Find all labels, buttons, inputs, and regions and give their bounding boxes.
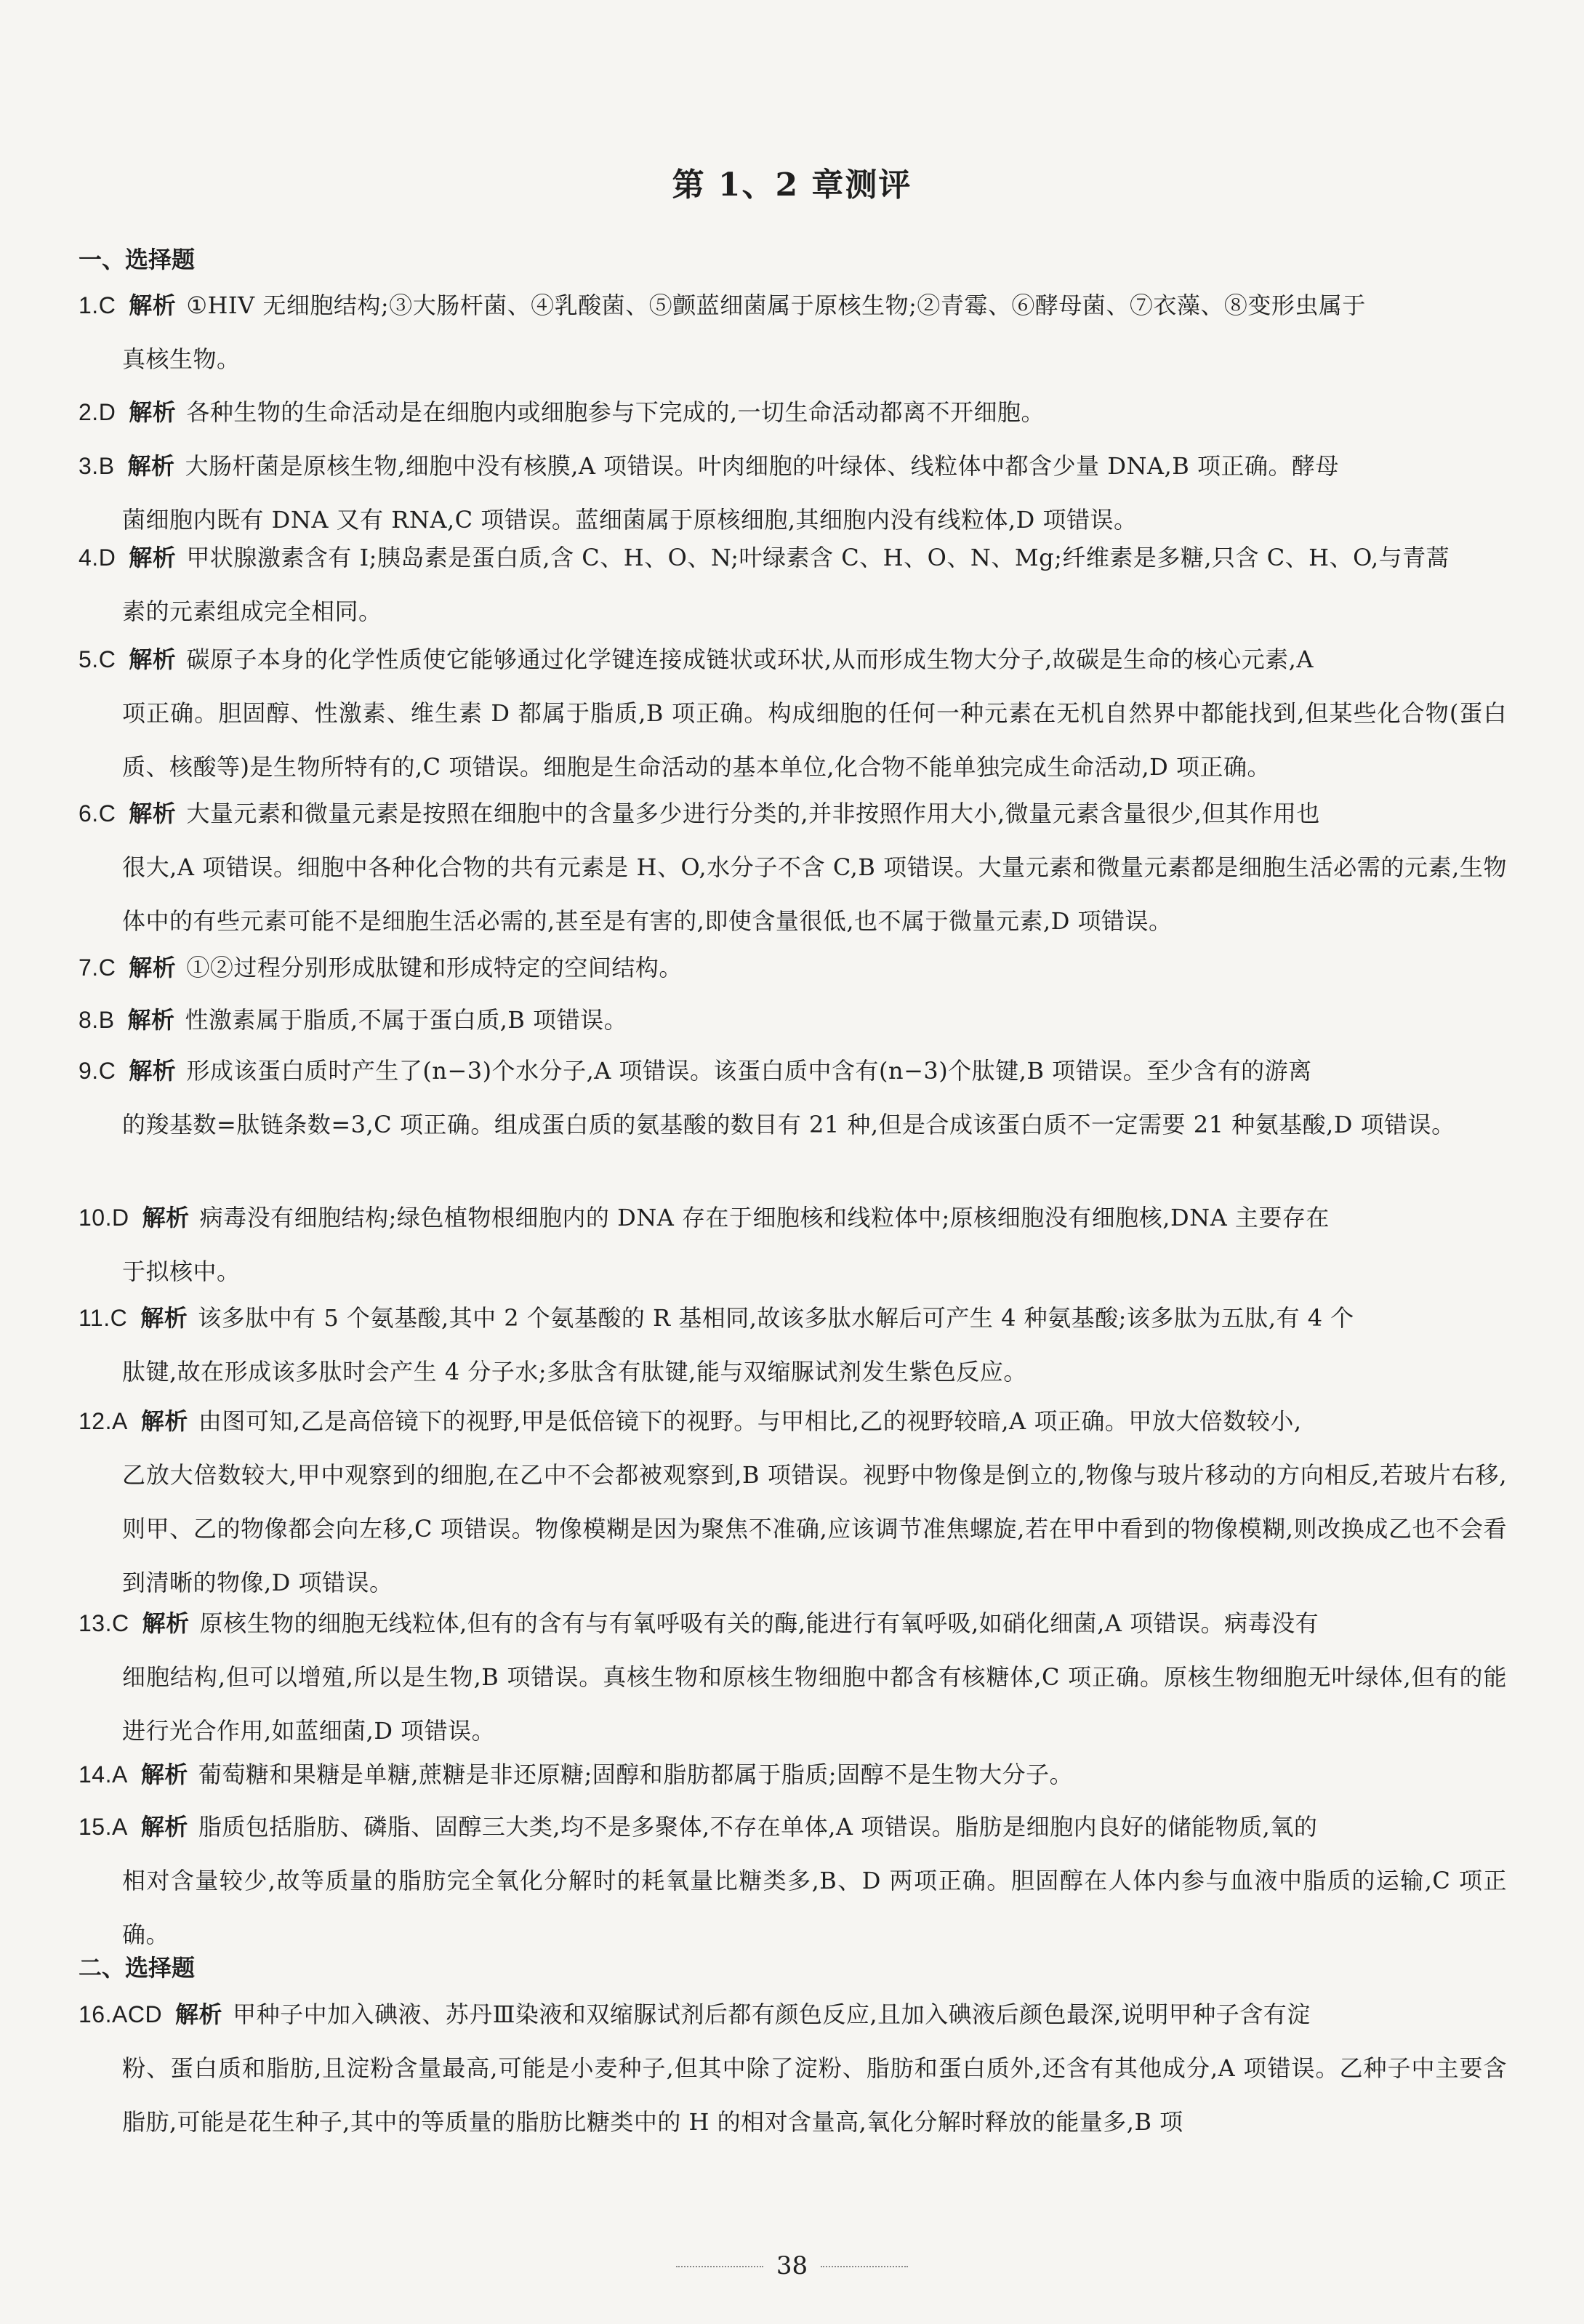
page-footer xyxy=(0,2251,1584,2280)
analysis-label: 解析 xyxy=(140,1761,188,1788)
answer-item-8 xyxy=(79,993,1507,1047)
analysis-text: ①HIV 无细胞结构;③大肠杆菌、④乳酸菌、⑤颤蓝细菌属于原核生物;②青霉、⑥酵母菌、⑦衣藻、⑧变形虫属于 xyxy=(186,291,1366,319)
analysis-text-continued: 很大,A 项错误。细胞中各种化合物的共有元素是 H、O,水分子不含 C,B 项错误。大量元素和微量元素都是细胞生活必需的元素,生物体中的有些元素可能不是细胞生活必需的,甚至是有害的,即使含量很低,也不属于微量元素,D 项错误。 xyxy=(122,853,1507,935)
analysis-text-continued: 细胞结构,但可以增殖,所以是生物,B 项错误。真核生物和原核生物细胞中都含有核糖体,C 项正确。原核生物细胞无叶绿体,但有的能进行光合作用,如蓝细菌,D 项错误。 xyxy=(122,1663,1507,1745)
answer-item-12 xyxy=(79,1394,1507,1609)
analysis-text: 形成该蛋白质时产生了(n−3)个水分子,A 项错误。该蛋白质中含有(n−3)个肽键,B 项错误。至少含有的游离 xyxy=(186,1057,1312,1085)
answer-number: 3.B xyxy=(79,453,115,479)
answer-number: 12.A xyxy=(79,1408,128,1434)
analysis-text-continued: 于拟核中。 xyxy=(122,1258,241,1285)
answer-number: 1.C xyxy=(79,292,116,318)
page-title: 第 1、2 章测评 xyxy=(672,166,912,204)
analysis-text: 病毒没有细胞结构;绿色植物根细胞内的 DNA 存在于细胞核和线粒体中;原核细胞没有细胞核,DNA 主要存在 xyxy=(199,1204,1330,1231)
analysis-label: 解析 xyxy=(175,2001,223,2028)
section-heading-2: 二、选择题 xyxy=(79,1954,196,1982)
analysis-text-continued: 肽键,故在形成该多肽时会产生 4 分子水;多肽含有肽键,能与双缩脲试剂发生紫色反应。 xyxy=(122,1358,1027,1386)
answer-number: 13.C xyxy=(79,1610,129,1636)
analysis-label: 解析 xyxy=(140,1407,188,1435)
answer-item-2 xyxy=(79,385,1507,439)
analysis-label: 解析 xyxy=(140,1304,188,1332)
answer-number: 11.C xyxy=(79,1305,128,1331)
analysis-text: 甲种子中加入碘液、苏丹Ⅲ染液和双缩脲试剂后都有颜色反应,且加入碘液后颜色最深,说明甲种子含有淀 xyxy=(233,2001,1311,2028)
analysis-label: 解析 xyxy=(129,1057,177,1085)
answer-number: 16.ACD xyxy=(79,2001,163,2027)
answer-number: 9.C xyxy=(79,1058,116,1084)
analysis-text: 葡萄糖和果糖是单糖,蔗糖是非还原糖;固醇和脂肪都属于脂质;固醇不是生物大分子。 xyxy=(198,1761,1074,1788)
analysis-label: 解析 xyxy=(140,1813,188,1841)
answer-item-7 xyxy=(79,941,1507,994)
section-heading-1: 一、选择题 xyxy=(79,246,196,273)
answer-number: 5.C xyxy=(79,646,116,672)
answer-number: 6.C xyxy=(79,800,116,827)
analysis-label: 解析 xyxy=(129,646,177,673)
answer-item-6 xyxy=(79,787,1507,948)
analysis-text-continued: 素的元素组成完全相同。 xyxy=(122,598,382,625)
answer-number: 2.D xyxy=(79,399,116,425)
analysis-text-continued: 菌细胞内既有 DNA 又有 RNA,C 项错误。蓝细菌属于原核细胞,其细胞内没有线粒体,D 项错误。 xyxy=(122,506,1138,534)
analysis-label: 解析 xyxy=(129,800,177,827)
analysis-text: ①②过程分别形成肽键和形成特定的空间结构。 xyxy=(186,954,683,981)
analysis-label: 解析 xyxy=(127,452,175,480)
analysis-text-continued: 乙放大倍数较大,甲中观察到的细胞,在乙中不会都被观察到,B 项错误。视野中物像是倒立的,物像与玻片移动的方向相反,若玻片右移,则甲、乙的物像都会向左移,C 项错误。物像模糊是因为聚焦不准确,应该调节准焦螺旋,若在甲中看到的物像模糊,则改换成乙也不会看到清晰的物像,D 项错误。 xyxy=(122,1461,1507,1596)
analysis-text-continued: 相对含量较少,故等质量的脂肪完全氧化分解时的耗氧量比糖类多,B、D 两项正确。胆固醇在人体内参与血液中脂质的运输,C 项正确。 xyxy=(122,1867,1507,1948)
analysis-label: 解析 xyxy=(129,544,177,571)
answer-number: 14.A xyxy=(79,1761,128,1788)
answer-item-11 xyxy=(79,1291,1507,1399)
footer-ornament-left xyxy=(676,2266,763,2269)
analysis-text: 性激素属于脂质,不属于蛋白质,B 项错误。 xyxy=(185,1006,628,1034)
analysis-label: 解析 xyxy=(127,1006,175,1034)
answer-number: 7.C xyxy=(79,954,116,981)
analysis-text-continued: 真核生物。 xyxy=(122,345,241,373)
answer-item-14 xyxy=(79,1748,1507,1801)
answer-number: 15.A xyxy=(79,1814,128,1840)
analysis-text: 脂质包括脂肪、磷脂、固醇三大类,均不是多聚体,不存在单体,A 项错误。脂肪是细胞内良好的储能物质,氧的 xyxy=(198,1813,1318,1841)
analysis-label: 解析 xyxy=(129,398,177,426)
page-number: 38 xyxy=(776,2251,808,2280)
answer-item-4 xyxy=(79,531,1507,638)
answer-item-10 xyxy=(79,1191,1507,1298)
analysis-text: 该多肽中有 5 个氨基酸,其中 2 个氨基酸的 R 基相同,故该多肽水解后可产生 4 种氨基酸;该多肽为五肽,有 4 个 xyxy=(198,1304,1354,1332)
answer-item-13 xyxy=(79,1596,1507,1758)
analysis-text: 原核生物的细胞无线粒体,但有的含有与有氧呼吸有关的酶,能进行有氧呼吸,如硝化细菌,A 项错误。病毒没有 xyxy=(199,1609,1319,1637)
analysis-text: 大量元素和微量元素是按照在细胞中的含量多少进行分类的,并非按照作用大小,微量元素含量很少,但其作用也 xyxy=(186,800,1320,827)
answer-item-1 xyxy=(79,278,1507,386)
analysis-text-continued: 项正确。胆固醇、性激素、维生素 D 都属于脂质,B 项正确。构成细胞的任何一种元素在无机自然界中都能找到,但某些化合物(蛋白质、核酸等)是生物所特有的,C 项错误。细胞是生命活动的基本单位,化合物不能单独完成生命活动,D 项正确。 xyxy=(122,699,1507,781)
analysis-text: 由图可知,乙是高倍镜下的视野,甲是低倍镜下的视野。与甲相比,乙的视野较暗,A 项正确。甲放大倍数较小, xyxy=(198,1407,1302,1435)
footer-ornament-right xyxy=(821,2266,908,2269)
answer-item-5 xyxy=(79,632,1507,794)
analysis-text: 碳原子本身的化学性质使它能够通过化学键连接成链状或环状,从而形成生物大分子,故碳是生命的核心元素,A xyxy=(186,646,1314,673)
analysis-text-continued: 的羧基数=肽链条数=3,C 项正确。组成蛋白质的氨基酸的数目有 21 种,但是合成该蛋白质不一定需要 21 种氨基酸,D 项错误。 xyxy=(122,1111,1455,1138)
analysis-text: 大肠杆菌是原核生物,细胞中没有核膜,A 项错误。叶肉细胞的叶绿体、线粒体中都含少量 DNA,B 项正确。酵母 xyxy=(185,452,1339,480)
analysis-text: 甲状腺激素含有 I;胰岛素是蛋白质,含 C、H、O、N;叶绿素含 C、H、O、N、Mg;纤维素是多糖,只含 C、H、O,与青蒿 xyxy=(186,544,1450,571)
analysis-text-continued: 粉、蛋白质和脂肪,且淀粉含量最高,可能是小麦种子,但其中除了淀粉、脂肪和蛋白质外,还含有其他成分,A 项错误。乙种子中主要含脂肪,可能是花生种子,其中的等质量的脂肪比糖类中的 H 的相对含量高,氧化分解时释放的能量多,B 项 xyxy=(122,2054,1507,2136)
answer-number: 8.B xyxy=(79,1007,115,1033)
analysis-text: 各种生物的生命活动是在细胞内或细胞参与下完成的,一切生命活动都离不开细胞。 xyxy=(186,398,1045,426)
answer-item-15 xyxy=(79,1800,1507,1961)
answer-item-9 xyxy=(79,1044,1507,1151)
analysis-label: 解析 xyxy=(142,1609,190,1637)
analysis-label: 解析 xyxy=(142,1204,190,1231)
analysis-label: 解析 xyxy=(129,291,177,319)
answer-item-16 xyxy=(79,1987,1507,2149)
analysis-label: 解析 xyxy=(129,954,177,981)
answer-number: 4.D xyxy=(79,544,116,571)
answer-number: 10.D xyxy=(79,1205,129,1231)
